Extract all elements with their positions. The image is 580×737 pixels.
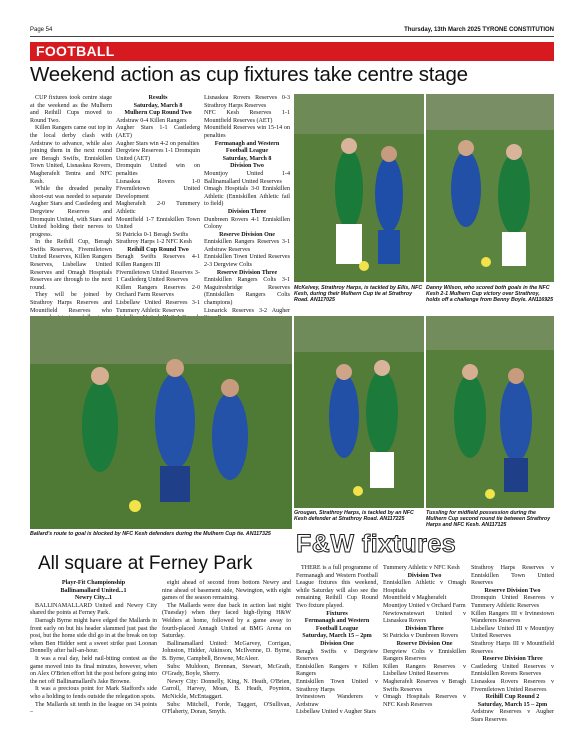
result-line-12: St Patricks 0-1 Beragh Swifts — [116, 231, 189, 238]
fixtures-intro: THERE is a full programme of Fermanagh and Western Football League fixtures this weekend, while Saturday will also see the remaining Reihill Cup Round Two fixture played. — [296, 565, 378, 609]
photo-caption-4: Grougan, Strathroy Harps, is tackled by an NFC Kesh defender at Strathroy Road. AN117225 — [294, 510, 414, 523]
result-line-4: Ardstraw 0-4 Killen Rangers — [116, 117, 187, 124]
result-line-13: Strathroy Harps 1-2 NFC Kesh — [116, 239, 192, 246]
photo-3-image — [30, 316, 292, 529]
photo-2-image — [426, 94, 554, 282]
fixture-line-b-2: Division Two — [407, 572, 442, 579]
result-line-6: Augher Stars win 4-2 on penalties — [116, 140, 200, 147]
article-paragraph-2: Killen Rangers came out top in the local derby clash with Ardstraw to advance, while also joining them in the next round are Beragh Swifts, Enniskillen Town United, Lisnaskea Rovers, Magherafelt Tentra and NFC Kesh. — [30, 125, 112, 185]
results-column-2 — [204, 95, 290, 323]
fixture-line-b-5: Mountjoy United v Orchard Farm — [383, 602, 466, 609]
fixture-line-c-11: Saturday, March 15 – 2pm — [477, 701, 548, 708]
fixture-line-6: Enniskillen Rangers v Killen Rangers — [296, 663, 378, 678]
article-column-1 — [30, 95, 112, 338]
result-line-8: Dromquin United win on penalties — [116, 163, 200, 177]
ferney-paragraph-2: Darragh Byrne might have edged the Mallards in front early on but his header slammed just past the post, but the home side did go in at the break on top when Ben Hidder sent a sweet strike past Loonan Donnelly after half-an-hour. — [30, 617, 157, 655]
fixture-line-b-10: Dergview Colts v Enniskillen Rangers Reserves — [383, 648, 466, 663]
fixture-line-c-5: Lisbellaw United III v Mountjoy United Reserves — [471, 625, 554, 640]
result-line-15: Beragh Swifts Reserves 4-1 Killen Rangers III — [116, 254, 200, 269]
fixture-line-c-9: Lisnaskea Rovers Reserves v Fivemiletown United Reserves — [471, 678, 554, 693]
result-line-b-4: Fermanagh and Western Football League — [214, 140, 280, 155]
fixture-line-b-9: Reserve Division One — [396, 640, 453, 647]
fixture-line-b-6: Newtownstewart United v Lisnaskea Rovers — [383, 610, 466, 625]
fixture-line-b-12: Magherafelt Reserves v Beragh Swifts Reserves — [383, 678, 466, 693]
result-line-1: Results — [148, 95, 168, 101]
result-line-b-6: Division Two — [230, 163, 264, 170]
result-line-b-14: Reserve Division Three — [216, 269, 278, 276]
section-label: FOOTBALL — [36, 43, 115, 59]
photo-caption-2: Danny Wilson, who scored both goals in the NFC Kesh 2-1 Mulhern Cup victory over Strathroy, holds off a challenge from Benny Boyle. AN116925 — [426, 285, 554, 304]
ferney-subhead-1: Playr-Fit Championship — [61, 580, 126, 586]
fixture-line-5: Beragh Swifts v Dergview Reserves — [296, 648, 378, 663]
photo-caption-5: Tussling for midfield possession during the Mulhern Cup second round tie between Strathroy Harps and NFC Kesh. AN117125 — [426, 510, 551, 529]
fixture-line-b-4: Mountfield v Magherafelt — [383, 595, 447, 602]
match-photo-4 — [294, 316, 424, 508]
article-paragraph-5: They will be joined by Strathroy Harps Reserves and Mountfield Reserves who — [30, 292, 112, 314]
fixtures-headline: F&W fixtures — [296, 530, 457, 558]
result-line-10: Magherafelt 2-0 Tummery Athletic — [116, 201, 200, 215]
fixture-line-c-1: Strathroy Harps Reserves v Enniskillen Town United Reserves — [471, 565, 554, 587]
result-line-b-3: Mountfield Reserves win 15-14 on penalties — [204, 125, 290, 139]
fixture-line-4: Division One — [320, 640, 354, 647]
fixture-line-c-3: Dromquin United Reserves v Tummery Athletic Reserves — [471, 595, 554, 609]
result-line-b-13: Enniskillen Town United Reserves 2-3 Dergview Colts — [204, 254, 290, 269]
fixtures-column-3 — [471, 565, 554, 724]
page-header — [30, 26, 554, 37]
fixture-line-b-11: Killen Rangers Reserves v Lisbellaw United Reserves — [383, 663, 466, 678]
article-paragraph-3: While the dreaded penalty shoot-out was needed to separate Augher Stars and Castlederg and Dergview Reserves and Dromquin United, with Stars and United holding their nerves to progress. — [30, 186, 112, 238]
photo-4-image — [294, 316, 424, 508]
fixture-line-c-4: Killen Rangers III v Irvinestown Wanderers Reserves — [471, 610, 554, 625]
fixture-line-c-7: Reserve Division Three — [482, 656, 543, 663]
result-line-b-10: Dunbreen Rovers 4-1 Enniskillen Colony — [204, 216, 290, 231]
result-line-b-2: NFC Kesh Reserves 1-1 Mountfield Reserves (AET) — [204, 110, 290, 124]
article-paragraph-1: CUP fixtures took centre stage at the weekend as the Mulhern and Reihill Cups moved to Round Two. — [30, 95, 112, 124]
fixture-line-2: Fermanagh and Western Football League — [304, 618, 370, 632]
photo-caption-3: Ballard's route to goal is blocked by NFC Kesh defenders during the Mulhern Cup tie. AN117325 — [30, 531, 271, 537]
ferney-paragraph-b-1: eight ahead of second from bottom Newry and nine ahead of basement side, Newington, with eight games of the season remaining. — [162, 580, 291, 602]
match-photo-5 — [426, 316, 554, 508]
result-line-17: Killen Rangers Reserves 2-0 Orchard Farm Reserves — [116, 284, 200, 299]
result-line-14: Reihill Cup Round Two — [127, 246, 189, 253]
fixture-line-b-3: Enniskillen Athletic v Omagh Hospitals — [383, 580, 466, 594]
fixture-line-c-12: Ardstraw Reserves v Augher Stars Reserves — [471, 709, 554, 723]
result-line-b-15: Enniskillen Rangers Colts 3-1 Maguiresbridge Reserves (Enniskillen Rangers Colts champions) — [204, 277, 290, 307]
result-line-b-12: Enniskillen Rangers Reserves 3-1 Ardstraw Reserves — [204, 239, 290, 253]
fixture-line-1: Fixtures — [326, 610, 348, 617]
ferney-paragraph-4: It was a precious point for Mark Stafford's side who a holding to fends outside the relegation spots. — [30, 686, 157, 700]
ferney-paragraph-5: The Mallards sit tenth in the league on 34 points – — [30, 701, 157, 716]
ferney-paragraph-b-4: Subs: Muldoon, Brennan, Stewart, McGrath, O'Grady, Boyle, Sherry. — [162, 663, 291, 678]
ferney-headline: All square at Ferney Park — [38, 553, 253, 574]
main-headline: Weekend action as cup fixtures take centre stage — [30, 63, 468, 86]
ferney-paragraph-b-3: Ballinamallard United: McGarvey, Corrigan, Johnston, Hidder, Atkinson, McIlvenne, D. Byrne, B. Byrne, Campbell, Browne, McAleer. — [162, 640, 291, 662]
fixture-line-9: Lisbellaw United v Augher Stars — [296, 709, 376, 716]
result-line-18: Lisbellaw United Reserves 3-1 Tummery Athletic Reserves — [116, 300, 200, 314]
ferney-column-2 — [162, 580, 291, 717]
result-line-b-1: Lisnaskea Rovers Reserves 0-3 Strathroy Harps Reserves — [204, 95, 290, 109]
result-line-b-5: Saturday, March 8 — [222, 155, 272, 162]
result-line-16: Fivemiletown United Reserves 3-1 Castlederg United Reserves — [116, 269, 200, 284]
match-photo-2 — [426, 94, 554, 282]
result-line-2: Saturday, March 8 — [133, 102, 183, 109]
results-column-1 — [116, 95, 200, 330]
fixture-line-b-7: Division Three — [405, 625, 444, 632]
result-line-b-9: Division Three — [227, 208, 267, 215]
fixture-line-b-8: St Patricks v Dunbreen Rovers — [383, 633, 459, 640]
match-photo-1 — [294, 94, 424, 282]
fixtures-column-2 — [383, 565, 466, 709]
ferney-subhead-3: Newry City...1 — [74, 595, 113, 602]
ferney-paragraph-b-2: The Mallards were due back in action last night (Tuesday) when they faced high-flying H&W Welders at home, followed by a game away to fourth-placed Annagh United at BMG Arena on Saturday. — [162, 602, 291, 640]
fixture-line-c-10: Reihill Cup Round 2 — [485, 694, 540, 701]
publication-date: Thursday, 13th March 2025 TYRONE CONSTITUTION — [404, 27, 554, 33]
result-line-5: Augher Stars 1-1 Castlederg (AET) — [116, 125, 200, 139]
photo-5-image — [426, 316, 554, 508]
fixture-line-b-13: Omagh Hospitals Reserves v NFC Kesh Reserves — [383, 694, 466, 708]
result-line-b-11: Reserve Division One — [219, 231, 275, 238]
result-line-b-7: Mountjoy United 1-4 Ballinamallard United Reserves — [204, 170, 290, 185]
page-number: Page 54 — [30, 27, 53, 33]
fixture-line-7: Enniskillen Town United v Strathroy Harps — [296, 678, 378, 693]
fixture-line-c-2: Reserve Division Two — [484, 587, 541, 594]
article-paragraph-4: In the Reihill Cup, Beragh Swifts Reserves, Fivemiletown United Reserves, Killen Rangers Reserves, Lisbellaw United Reserves and Omagh Hospitals Reserves are through to the next round. — [30, 239, 112, 291]
fixture-line-c-8: Castlederg United Reserves v Enniskillen Rovers Reserves — [471, 663, 554, 678]
fixture-line-b-1: Tummery Athletic v NFC Kesh — [383, 565, 460, 571]
result-line-b-16: Lisnarick Reserves 3-2 Augher — [204, 307, 290, 314]
ferney-paragraph-1: BALLINAMALLARD United and Newry City shared the points at Ferney Park. — [30, 602, 157, 617]
fixture-line-3: Saturday, March 15 – 2pm — [302, 633, 372, 640]
result-line-9: Lisnaskea Rovers 1-0 Fivemiletown United Development — [116, 178, 200, 200]
ferney-paragraph-3: It was a real day, held nail-biting contest as the game moved into its final minutes, however, when on Alex O'Brien effort hit the post before going into the net off Ballinamallard's Jake Browne. — [30, 655, 157, 685]
ferney-paragraph-b-6: Subs: Mitchell, Forde, Taggert, O'Sullivan, O'Flaherty, Doran, Smyth. — [162, 701, 291, 716]
fixture-line-c-6: Strathroy Harps III v Mountfield Reserves — [471, 640, 554, 655]
ferney-subhead-2: Ballinamallard United...1 — [60, 587, 127, 594]
ferney-paragraph-b-5: Newry City: Donnelly, King, N. Heath, O'Brien, Carroll, Harvey, Moan, B. Heath, Poynton, McNickle, McEntaggart. — [162, 678, 291, 700]
fixture-line-8: Irvinestown Wanderers v Ardstraw — [296, 694, 378, 708]
fixtures-column-1 — [296, 565, 378, 717]
result-line-11: Mountfield 1-7 Enniskillen Town United — [116, 216, 200, 231]
result-line-7: Dergview Reserves 1-1 Dromquin United (AET) — [116, 148, 200, 162]
result-line-b-8: Omagh Hospitals 3-0 Enniskillen Athletic (Enniskillen Athletic fail to field) — [204, 186, 290, 208]
result-line-3: Mulhern Cup Round Two — [124, 110, 192, 117]
match-photo-3 — [30, 316, 292, 529]
section-banner — [30, 42, 554, 61]
photo-1-image — [294, 94, 424, 282]
photo-caption-1: McKelvey, Strathroy Harps, is tackled by Ellis, NFC Kesh, during their Mulhern Cup tie at Strathroy Road. AN117025 — [294, 285, 423, 304]
ferney-column-1 — [30, 580, 157, 717]
